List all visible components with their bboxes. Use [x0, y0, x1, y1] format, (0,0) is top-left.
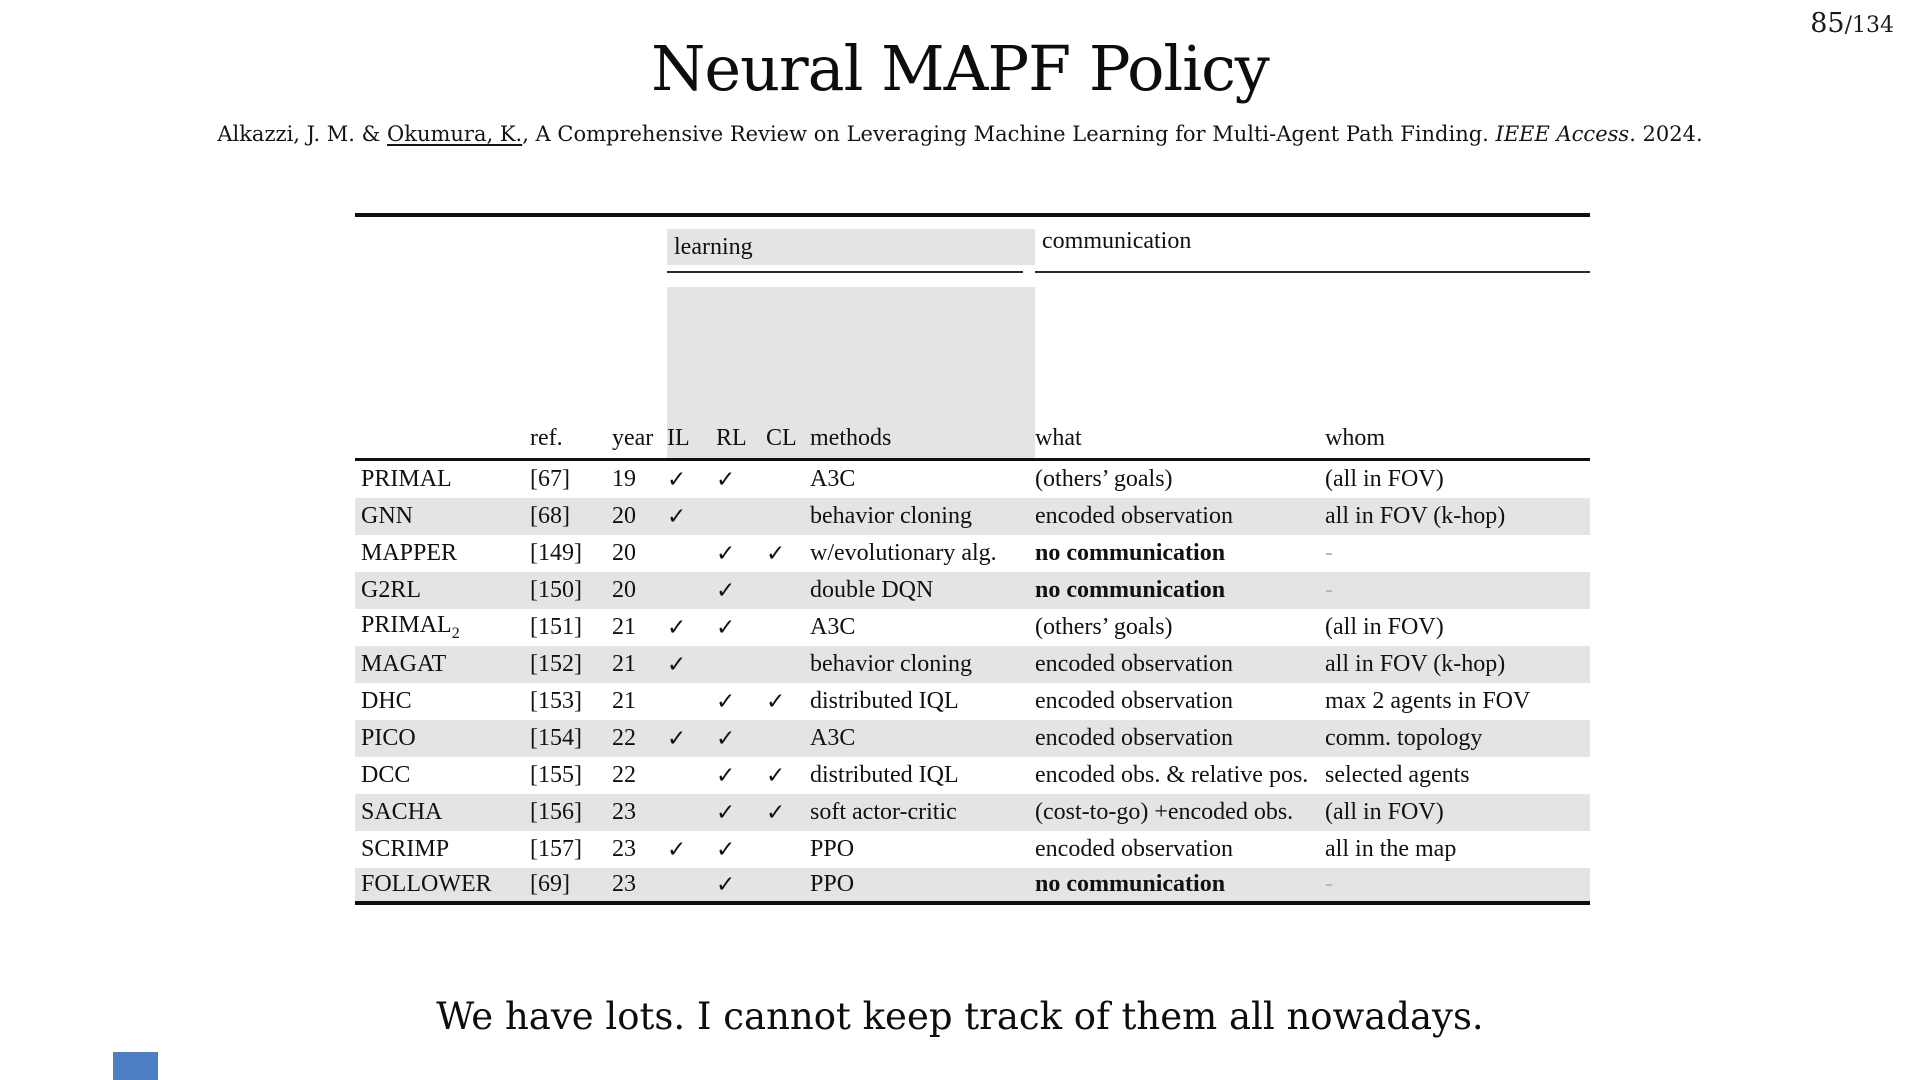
table-row [355, 794, 1590, 831]
rl-check: ✓ [716, 762, 736, 789]
methods-table [355, 213, 1590, 905]
il-check: ✓ [667, 725, 687, 752]
table-row [355, 498, 1590, 535]
table-row [355, 535, 1590, 572]
cl-check [766, 868, 810, 905]
il-check [667, 683, 716, 720]
rl-check: ✓ [716, 725, 736, 752]
rl-check: ✓ [716, 577, 736, 604]
cl-check [766, 461, 810, 498]
il-check: ✓ [667, 466, 687, 493]
group-header-row [355, 217, 1590, 265]
reference: [156] [530, 799, 582, 825]
cl-check [766, 609, 810, 646]
col-what: what [1035, 275, 1325, 461]
communication-whom: all in FOV (k-hop) [1325, 503, 1506, 529]
col-rl: RL [716, 275, 766, 461]
table-header [355, 217, 1590, 461]
method-name: DCC [361, 762, 411, 788]
rl-check: ✓ [716, 466, 736, 493]
rl-check: ✓ [716, 868, 766, 905]
il-check [667, 757, 716, 794]
method-cell: soft actor-critic [810, 799, 957, 825]
communication-what: encoded observation [1035, 503, 1233, 529]
learning-underline [667, 271, 1023, 273]
col-methods: methods [810, 275, 1035, 461]
method-cell: PPO [810, 836, 855, 862]
blue-marker [113, 1052, 158, 1080]
year: 23 [612, 799, 636, 825]
communication-whom: max 2 agents in FOV [1325, 688, 1531, 714]
col-ref: ref. [530, 275, 612, 461]
reference: [69] [530, 868, 612, 905]
method-cell: A3C [810, 614, 856, 640]
communication-whom: - [1325, 577, 1334, 603]
il-check: ✓ [667, 651, 687, 678]
page-total: /134 [1844, 13, 1894, 38]
communication-what: no communication [1035, 540, 1226, 566]
communication-whom: - [1325, 540, 1334, 566]
cl-check: ✓ [766, 762, 786, 789]
citation-journal: IEEE Access [1495, 122, 1630, 146]
col-year: year [612, 275, 667, 461]
method-name: G2RL [361, 577, 421, 603]
year: 22 [612, 762, 636, 788]
method-cell: A3C [810, 466, 856, 492]
il-check: ✓ [667, 503, 687, 530]
il-check [667, 868, 716, 905]
communication-what: encoded observation [1035, 688, 1233, 714]
method-name: SACHA [361, 799, 443, 825]
reference: [157] [530, 836, 582, 862]
rl-check [716, 646, 766, 683]
communication-what: encoded observation [1035, 651, 1233, 677]
reference: [155] [530, 762, 582, 788]
table-row [355, 609, 1590, 646]
cl-check [766, 720, 810, 757]
citation-authors: Alkazzi, J. M. & [217, 122, 388, 146]
communication-whom: all in FOV (k-hop) [1325, 651, 1506, 677]
citation-title: , A Comprehensive Review on Leveraging Machine Learning for Multi-Agent Path Finding. [522, 122, 1496, 146]
method-cell: distributed IQL [810, 688, 959, 714]
table-row [355, 720, 1590, 757]
method-name: PRIMAL [361, 466, 452, 492]
communication-what: (others’ goals) [1035, 614, 1173, 640]
year: 22 [612, 725, 636, 751]
year: 21 [612, 614, 636, 640]
communication-what: encoded obs. & relative pos. [1035, 762, 1309, 788]
il-check: ✓ [667, 614, 687, 641]
reference: [149] [530, 540, 582, 566]
communication-whom: - [1325, 868, 1590, 905]
cl-check: ✓ [766, 688, 786, 715]
il-check [667, 572, 716, 609]
reference: [150] [530, 577, 582, 603]
col-il: IL [667, 275, 716, 461]
communication-whom: comm. topology [1325, 725, 1483, 751]
method-cell: behavior cloning [810, 651, 972, 677]
cl-check [766, 646, 810, 683]
method-name: DHC [361, 688, 412, 714]
reference: [151] [530, 614, 582, 640]
method-cell: behavior cloning [810, 503, 972, 529]
reference: [152] [530, 651, 582, 677]
group-underline-row [355, 265, 1590, 275]
group-header-communication: communication [1042, 227, 1192, 254]
cl-check [766, 831, 810, 868]
rl-check: ✓ [716, 799, 736, 826]
table-row [355, 572, 1590, 609]
communication-what: no communication [1035, 577, 1226, 603]
communication-what: no communication [1035, 868, 1325, 905]
col-whom: whom [1325, 275, 1590, 461]
table-row [355, 868, 1590, 905]
col-cl: CL [766, 275, 810, 461]
communication-whom: (all in FOV) [1325, 614, 1444, 640]
communication-whom: (all in FOV) [1325, 799, 1444, 825]
cl-check [766, 572, 810, 609]
reference: [153] [530, 688, 582, 714]
rl-check: ✓ [716, 688, 736, 715]
year: 21 [612, 651, 636, 677]
communication-what: encoded observation [1035, 725, 1233, 751]
year: 23 [612, 836, 636, 862]
method-name: SCRIMP [361, 836, 450, 862]
method-name: MAPPER [361, 540, 458, 566]
reference: [67] [530, 466, 570, 492]
citation [0, 122, 1920, 146]
year: 20 [612, 540, 636, 566]
citation-year: . 2024. [1629, 122, 1703, 146]
method-name: MAGAT [361, 651, 447, 677]
method-cell: distributed IQL [810, 762, 959, 788]
il-check [667, 794, 716, 831]
table-row [355, 757, 1590, 794]
cl-check [766, 498, 810, 535]
communication-whom: selected agents [1325, 762, 1470, 788]
reference: [68] [530, 503, 570, 529]
table-row [355, 831, 1590, 868]
cl-check: ✓ [766, 540, 786, 567]
communication-what: (cost-to-go) +encoded obs. [1035, 799, 1294, 825]
year: 19 [612, 466, 636, 492]
table-row [355, 646, 1590, 683]
il-check: ✓ [667, 836, 687, 863]
method-cell: A3C [810, 725, 856, 751]
method-cell: w/evolutionary alg. [810, 540, 997, 566]
slide-title: Neural MAPF Policy [651, 32, 1269, 105]
table-row [355, 461, 1590, 498]
table-body [355, 461, 1590, 905]
method-cell: double DQN [810, 577, 934, 603]
rl-check: ✓ [716, 540, 736, 567]
page-current: 85 [1810, 8, 1845, 39]
rl-check: ✓ [716, 836, 736, 863]
rl-check [716, 498, 766, 535]
group-header-learning: learning [667, 217, 1035, 265]
reference: [154] [530, 725, 582, 751]
rl-check: ✓ [716, 614, 736, 641]
method-name: GNN [361, 503, 413, 529]
citation-underlined-author: Okumura, K. [387, 122, 523, 146]
cl-check: ✓ [766, 799, 786, 826]
il-check [667, 535, 716, 572]
communication-underline [1035, 271, 1590, 273]
year: 21 [612, 688, 636, 714]
communication-whom: (all in FOV) [1325, 466, 1444, 492]
column-header-row [355, 275, 1590, 461]
year: 20 [612, 577, 636, 603]
table-row [355, 683, 1590, 720]
year: 20 [612, 503, 636, 529]
method-cell: PPO [810, 868, 1035, 905]
year: 23 [612, 868, 667, 905]
footer-message: We have lots. I cannot keep track of them all nowadays. [436, 995, 1484, 1038]
method-name: FOLLOWER [355, 868, 530, 905]
method-name: $PRIMAL_2$ [361, 612, 460, 642]
communication-whom: all in the map [1325, 836, 1457, 862]
communication-what: encoded observation [1035, 836, 1233, 862]
method-name: PICO [361, 725, 416, 751]
communication-what: (others’ goals) [1035, 466, 1173, 492]
